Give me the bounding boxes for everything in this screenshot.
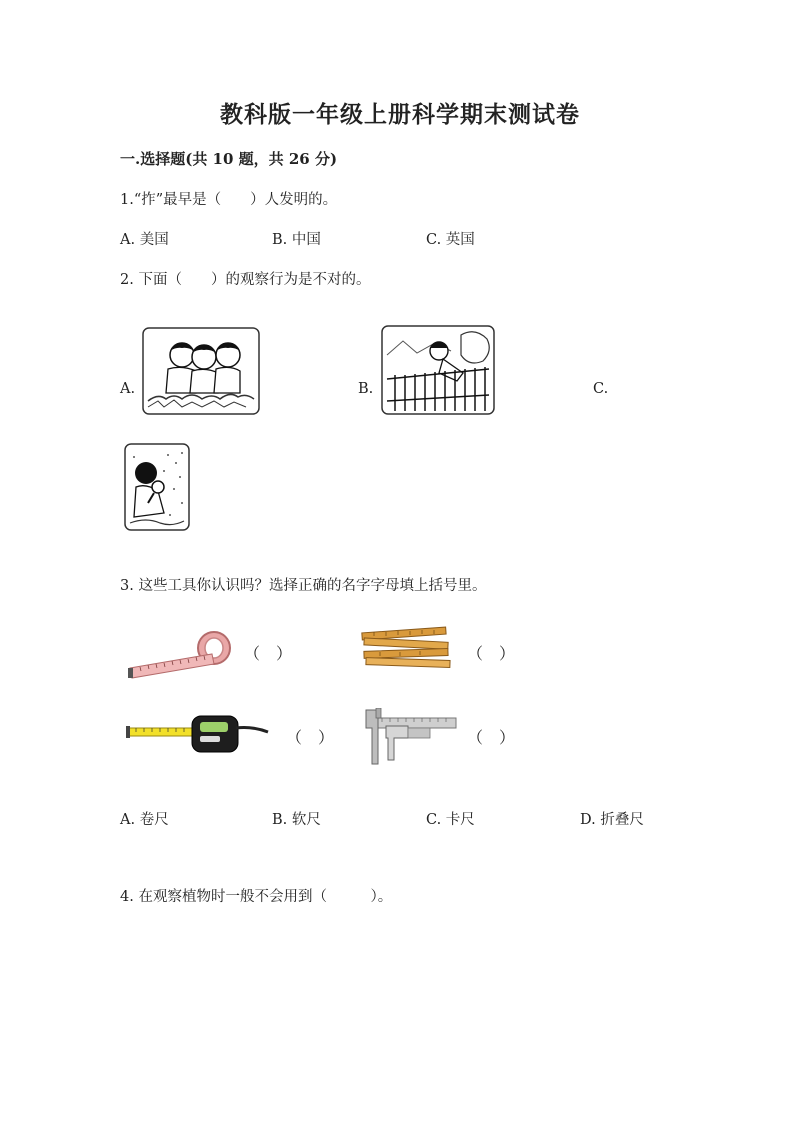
q3-option-d: D. 折叠尺 xyxy=(580,812,644,828)
section-heading: 一.选择题(共 10 题，共 26 分) xyxy=(120,150,338,168)
child-with-magnifier-image xyxy=(124,443,190,531)
q1-option-a: A. 美国 xyxy=(120,232,169,248)
question-3: 3. 这些工具你认识吗？选择正确的名字字母填上括号里。 xyxy=(120,578,487,594)
answer-blank-1[interactable]: （ ） xyxy=(244,644,293,663)
folding-ruler-image xyxy=(360,626,452,670)
soft-tape-measure-image xyxy=(128,630,234,680)
question-1: 1.“拃”最早是（ ）人发明的。 xyxy=(120,192,338,208)
answer-blank-2[interactable]: （ ） xyxy=(467,644,516,663)
q3-option-c: C. 卡尺 xyxy=(426,812,475,828)
q1-option-b: B. 中国 xyxy=(272,232,321,248)
q2-option-c: C. xyxy=(593,381,609,397)
children-observing-image xyxy=(142,327,260,415)
question-4: 4. 在观察植物时一般不会用到（ ）。 xyxy=(120,889,393,905)
page-title: 教科版一年级上册科学期末测试卷 xyxy=(220,101,580,128)
answer-blank-3[interactable]: （ ） xyxy=(286,728,335,747)
q3-option-a: A. 卷尺 xyxy=(120,812,169,828)
q2-option-a: A. xyxy=(120,381,136,397)
q3-option-b: B. 软尺 xyxy=(272,812,321,828)
answer-blank-4[interactable]: （ ） xyxy=(467,728,516,747)
vernier-caliper-image xyxy=(362,708,458,768)
question-2: 2. 下面（ ）的观察行为是不对的。 xyxy=(120,272,371,288)
q2-option-b: B. xyxy=(358,381,374,397)
q1-option-c: C. 英国 xyxy=(426,232,475,248)
tape-measure-image xyxy=(126,712,270,756)
child-on-fence-image xyxy=(381,325,495,415)
